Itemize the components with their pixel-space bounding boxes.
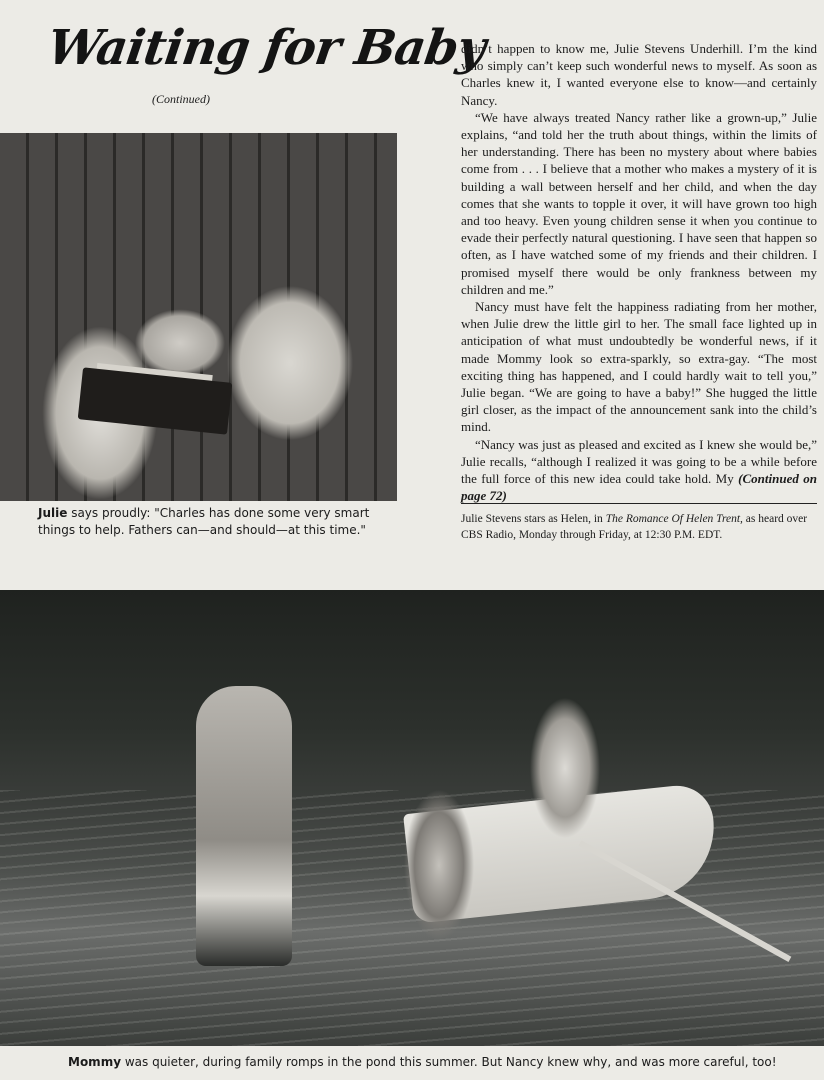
bottom-caption-lead: Mommy: [68, 1055, 122, 1069]
family-reading-photo: [0, 133, 397, 501]
pond-family-photo: [0, 590, 824, 1046]
bottom-photo-caption: [68, 1054, 818, 1071]
top-caption-lead: Julie: [38, 506, 68, 520]
credit-suffix: as heard over CBS Radio, Monday through Friday, at 12:30 P.M. EDT.: [461, 513, 808, 541]
top-caption-text: says proudly: "Charles has done some very smart things to help. Fathers can—and should—at this time.": [38, 506, 370, 537]
continued-on-link[interactable]: (Continued on page 72): [461, 471, 817, 504]
article-title: Waiting for Baby: [44, 20, 489, 76]
article-body: [461, 40, 817, 504]
article-paragraph: didn’t happen to know me, Julie Stevens Underhill. I’m the kind who simply can’t keep such wonderful news to myself. As soon as Charles knew it, I wanted everyone else to know—and certainly Nancy.: [461, 41, 817, 108]
girl-figure: [404, 790, 474, 940]
credit-show-title: The Romance Of Helen Trent,: [605, 513, 743, 525]
top-photo-caption: [38, 505, 398, 539]
credit-prefix: Julie Stevens stars as Helen, in: [461, 513, 603, 525]
radio-credit: [461, 511, 817, 543]
bottom-caption-text: was quieter, during family romps in the pond this summer. But Nancy knew why, and was more careful, too!: [124, 1055, 777, 1069]
article-paragraph-last: [461, 436, 817, 505]
divider-rule: [461, 503, 817, 504]
continued-label: (Continued): [152, 92, 210, 106]
article-paragraph: Nancy must have felt the happiness radiating from her mother, when Julie drew the little girl to her. The small face lighted up in anticipation of what must undoubtedly be wonderful news, if it made Mommy look so extra-sparkly, so extra-gay. “The most exciting thing has happened, and I could hardly wait to tell you,” Julie began. “We are going to have a baby!” She hugged the little girl closer, as the impact of the announcement sank into the child’s mind.: [461, 299, 817, 435]
article-paragraph: “We have always treated Nancy rather like a grown-up,” Julie explains, “and told her the truth about things, within the limits of her understanding. There has been no mystery about where babies come from . . . I believe that a mother who makes a mystery of it is building a wall between herself and her child, and when the day comes that she wants to topple it over, it will have grown too high and too heavy. Even young children sense it when you continue to evade their perfectly natural questioning. I have seen that happen so often, as I have watched some of my friends and their children. I promised myself there would be only frankness between my children and me.”: [461, 109, 817, 297]
last-paragraph-text: “Nancy was just as pleased and excited as I knew she would be,” Julie recalls, “although I realized it was going to be a while before the full force of this new idea could take hold. My: [461, 436, 817, 487]
mother-figure: [530, 698, 600, 838]
father-figure: [196, 686, 292, 966]
